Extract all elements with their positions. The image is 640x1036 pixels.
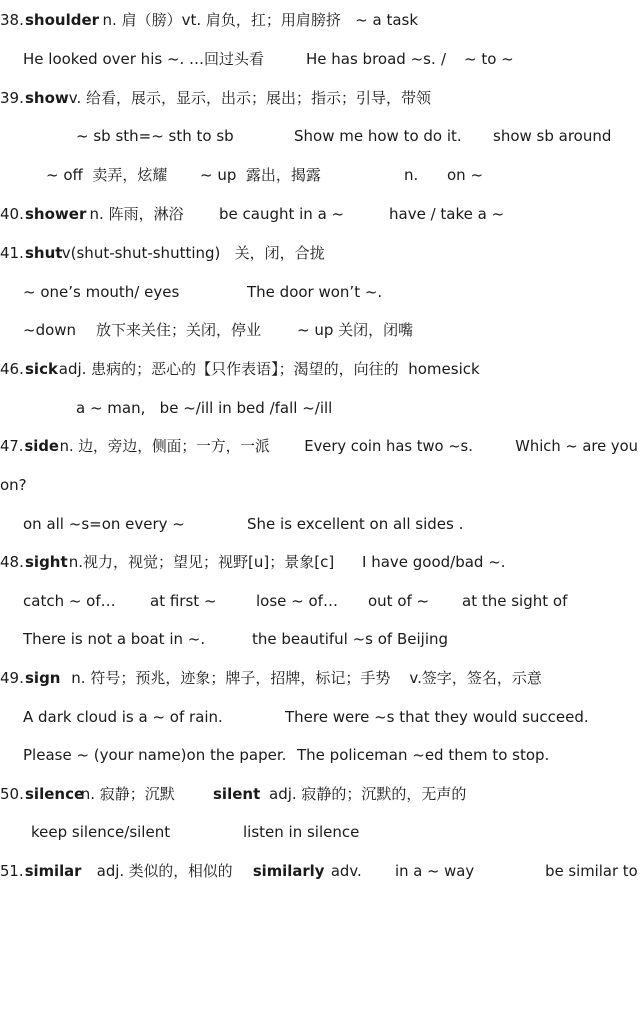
example: The policeman ~ed them to stop.	[297, 746, 550, 764]
headword: sick	[25, 360, 58, 378]
related-word: silent	[213, 785, 261, 803]
example-line	[0, 48, 640, 70]
headword: shut	[25, 244, 63, 262]
headword: similar	[24, 862, 82, 880]
headword: sight	[25, 553, 68, 571]
definition: n. 符号；预兆，迹象；牌子，招牌，标记；手势 v.签字，签名，示意	[57, 669, 542, 687]
headword: shower	[25, 205, 87, 223]
part-of-speech: n.	[404, 166, 419, 184]
phrase: the beautiful ~s of Beijing	[252, 630, 449, 648]
phrase: be similar to	[545, 862, 638, 880]
example-line	[0, 821, 640, 843]
phrase: keep silence/silent	[31, 823, 171, 841]
example: He looked over his ~.	[23, 50, 185, 68]
example: Every coin has two ~s.	[304, 437, 473, 455]
example: He has broad ~s.	[306, 50, 436, 68]
entry-number: 46.	[0, 360, 24, 378]
definition: n. 边，旁边，侧面；一方，一派	[54, 437, 270, 455]
example: Show me how to do it.	[294, 127, 462, 145]
definition: n. 寂静；沉默	[76, 785, 175, 803]
example: There were ~s that they would succeed.	[285, 708, 589, 726]
entry-38	[0, 9, 640, 31]
phrase: catch ~ of…	[23, 592, 116, 610]
separator: /	[441, 50, 447, 68]
related-word: similarly	[252, 862, 325, 880]
example-line	[0, 590, 640, 612]
phrase: at first ~	[150, 592, 217, 610]
phrase: ~ up 露出，揭露	[200, 166, 321, 184]
phrase: on ~	[447, 166, 484, 184]
entry-39	[0, 87, 640, 109]
entry-51	[0, 860, 638, 882]
phrase: ~down	[23, 321, 77, 339]
entry-40	[0, 203, 640, 225]
entry-number: 48.	[0, 553, 24, 571]
entry-48	[0, 551, 640, 573]
definition: n. 阵雨，淋浴	[80, 205, 184, 223]
definition: v. 给看，展示，显示，出示；展出；指示；引导，带领	[64, 89, 432, 107]
example-line	[0, 281, 640, 303]
entry-number: 50.	[0, 785, 24, 803]
headword: show	[25, 89, 69, 107]
phrase: be caught in a ~	[219, 205, 345, 223]
definition: n. 肩（膀）vt. 肩负，扛；用肩膀挤 ~ a task	[93, 11, 419, 29]
phrase: ~ off 卖弄，炫耀	[46, 166, 168, 184]
example-gloss: …回过头看	[189, 50, 265, 68]
example-line	[0, 125, 640, 147]
headword: sign	[25, 669, 61, 687]
part-of-speech: adv.	[330, 862, 362, 880]
entry-number: 51.	[0, 862, 24, 880]
definition: adj. 类似的，相似的	[96, 862, 233, 880]
example: ~ sb sth=~ sth to sb	[76, 127, 234, 145]
definition: adj. 寂静的；沉默的，无声的	[269, 785, 467, 803]
example: There is not a boat in ~.	[23, 630, 206, 648]
headword: side	[24, 437, 59, 455]
headword: shoulder	[25, 11, 100, 29]
example-line	[0, 706, 640, 728]
example-line	[0, 319, 640, 341]
example: Which ~ are you	[515, 437, 638, 455]
phrase: out of ~	[368, 592, 430, 610]
example-line	[0, 397, 640, 419]
entry-number: 47.	[0, 437, 24, 455]
example-line	[0, 628, 640, 650]
phrase: ~ one’s mouth/ eyes	[23, 283, 180, 301]
phrase: lose ~ of…	[256, 592, 338, 610]
phrase: ~ up 关闭，闭嘴	[297, 321, 414, 339]
example: on?	[0, 476, 27, 494]
entry-number: 39.	[0, 89, 24, 107]
phrase: a ~ man, be ~/ill in bed /fall ~/ill	[76, 399, 333, 417]
example: Please ~ (your name)on the paper.	[23, 746, 287, 764]
phrase: on all ~s=on every ~	[23, 515, 185, 533]
entry-41	[0, 242, 640, 264]
entry-47	[0, 435, 638, 457]
definition: adj. 患病的；恶心的【只作表语】；渴望的，向往的 homesick	[54, 360, 480, 378]
example-line	[0, 164, 640, 186]
phrase: at the sight of	[462, 592, 568, 610]
example: A dark cloud is a ~ of rain.	[23, 708, 223, 726]
entry-number: 41.	[0, 244, 24, 262]
phrase-gloss: 放下来关住；关闭，停业	[96, 321, 262, 339]
example-continuation	[0, 474, 640, 496]
example: She is excellent on all sides .	[247, 515, 464, 533]
entry-50	[0, 783, 640, 805]
example: I have good/bad ~.	[362, 553, 506, 571]
example-line	[0, 513, 640, 535]
headword: silence	[25, 785, 85, 803]
entry-46	[0, 358, 640, 380]
entry-number: 38.	[0, 11, 24, 29]
phrase: listen in silence	[243, 823, 360, 841]
example-line	[0, 744, 640, 766]
example: The door won’t ~.	[247, 283, 383, 301]
example: ~ to ~	[464, 50, 514, 68]
definition: v(shut-shut-shutting) 关，闭，合拢	[57, 244, 325, 262]
example: show sb around	[493, 127, 612, 145]
phrase: in a ~ way	[395, 862, 475, 880]
definition: n.视力，视觉；望见；视野[u]；景象[c]	[64, 553, 335, 571]
entry-49	[0, 667, 640, 689]
entry-number: 49.	[0, 669, 24, 687]
phrase: have / take a ~	[389, 205, 505, 223]
entry-number: 40.	[0, 205, 24, 223]
